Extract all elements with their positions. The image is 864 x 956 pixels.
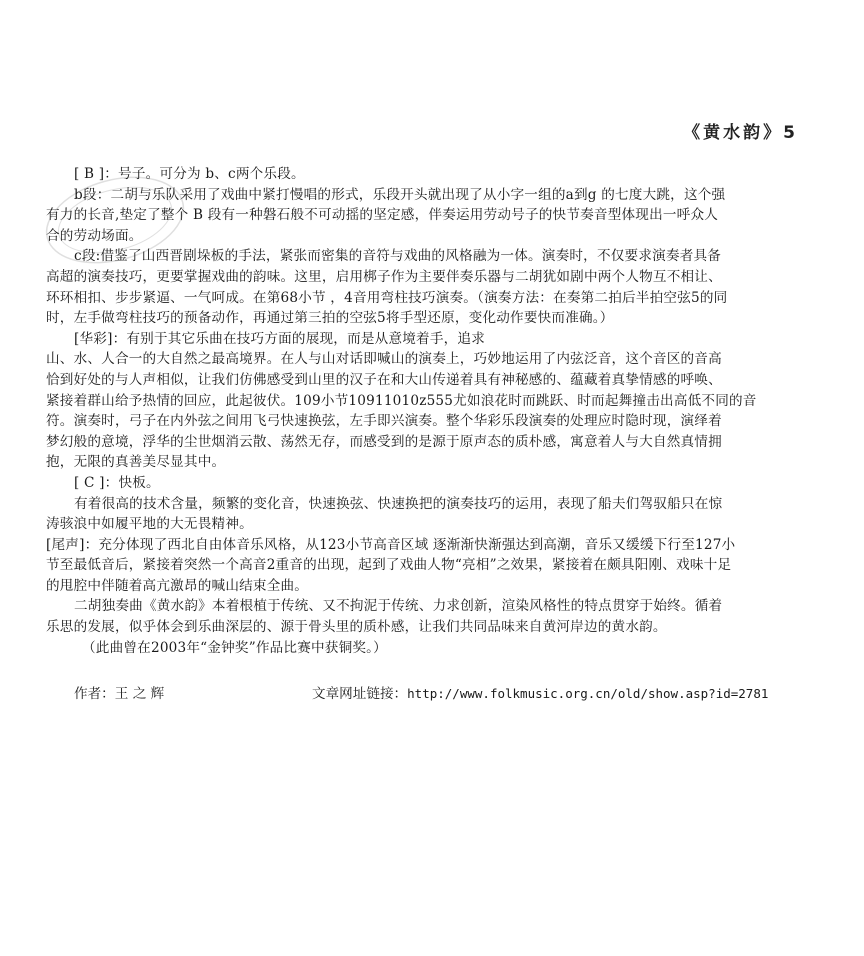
paragraph-line: 山、水、人合一的大自然之最高境界。在人与山对话即喊山的演奏上，巧妙地运用了内弦泛音，这个音区的音高 <box>46 351 722 368</box>
paragraph-line: 涛骇浪中如履平地的大无畏精神。 <box>46 516 253 533</box>
paragraph-line: 时，左手做弯柱技巧的预备动作，再通过第三拍的空弦5将手型还原，变化动作要快而准确。） <box>46 310 614 327</box>
paragraph-line: b段：二胡与乐队采用了戏曲中紧打慢唱的形式，乐段开头就出现了从小字一组的a到g 的七度大跳，这个强 <box>74 186 726 203</box>
article-body <box>46 164 814 658</box>
page-title: 《黄水韵》5 <box>683 123 798 143</box>
section-c-heading: [ C ]：快板。 <box>74 474 160 491</box>
paragraph-line: 恰到好处的与人声相似，让我们仿佛感受到山里的汉子在和大山传递着具有神秘感的、蕴藏着真挚情感的呼唤、 <box>46 371 722 388</box>
award-note: （此曲曾在2003年“金钟奖”作品比赛中获铜奖。） <box>82 639 387 656</box>
author-credit: 作者：王 之 辉 <box>74 686 165 702</box>
paragraph-line: 有着很高的技术含量，频繁的变化音，快速换弦、快速换把的演奏技巧的运用，表现了船夫们驾驭船只在惊 <box>74 495 723 512</box>
paragraph-line: 高超的演奏技巧，更要掌握戏曲的韵味。这里，启用梆子作为主要伴奏乐器与二胡犹如剧中两个人物互不相让、 <box>46 268 722 285</box>
source-link-label: 文章网址链接： <box>312 686 408 702</box>
paragraph-line: 梦幻般的意境，浮华的尘世烟消云散、荡然无存，而感受到的是源于原声态的质朴感，寓意着人与大自然真情拥 <box>46 433 722 450</box>
section-coda-heading: [尾声]：充分体现了西北自由体音乐风格，从123小节高音区域 逐渐渐快渐强达到高潮，音乐又缓缓下行至127小 <box>46 536 736 553</box>
source-link-line <box>312 682 768 702</box>
paragraph-line: 乐思的发展，似乎体会到乐曲深层的、源于骨头里的质朴感，让我们共同品味来自黄河岸边的黄水韵。 <box>46 619 667 636</box>
paragraph-line: 紧接着群山给予热情的回应，此起彼伏。109小节10911010z555尤如浪花时而跳跃、时而起舞撞击出高低不同的音 <box>46 392 757 409</box>
paragraph-line: 合的劳动场面。 <box>46 227 143 244</box>
paragraph-line: 环环相扣、步步紧逼、一气呵成。在第68小节 ，4音用弯柱技巧演奏。（演奏方法：在奏第二拍后半拍空弦5的同 <box>46 289 728 306</box>
paragraph-line: 抱，无限的真善美尽显其中。 <box>46 454 226 471</box>
summary-paragraph: 二胡独奏曲《黄水韵》本着根植于传统、又不拘泥于传统、力求创新，渲染风格性的特点贯穿于始终。循着 <box>74 598 723 615</box>
source-url-link[interactable]: http://www.folkmusic.org.cn/old/show.asp?id=2781 <box>407 686 769 701</box>
section-b-heading: [ B ]：号子。可分为 b、c两个乐段。 <box>74 166 305 182</box>
paragraph-line: 有力的长音,垫定了整个 B 段有一种磐石般不可动摇的坚定感，伴奏运用劳动号子的快节奏音型体现出一呼众人 <box>46 207 719 224</box>
paragraph-line: 的甩腔中伴随着高亢激昂的喊山结束全曲。 <box>46 577 309 594</box>
paragraph-line: 符。演奏时，弓子在内外弦之间用飞弓快速换弦，左手即兴演奏。整个华彩乐段演奏的处理应时隐时现，演绎着 <box>46 413 722 430</box>
section-cadenza-heading: [华彩]：有别于其它乐曲在技巧方面的展现，而是从意境着手，追求 <box>74 330 486 347</box>
paragraph-line: c段:借鉴了山西晋剧垛板的手法，紧张而密集的音符与戏曲的风格融为一体。演奏时，不仅要求演奏者具备 <box>74 248 722 265</box>
paragraph-line: 节至最低音后，紧接着突然一个高音2重音的出现，起到了戏曲人物“亮相”之效果，紧接着在颇具阳刚、戏味十足 <box>46 557 732 574</box>
